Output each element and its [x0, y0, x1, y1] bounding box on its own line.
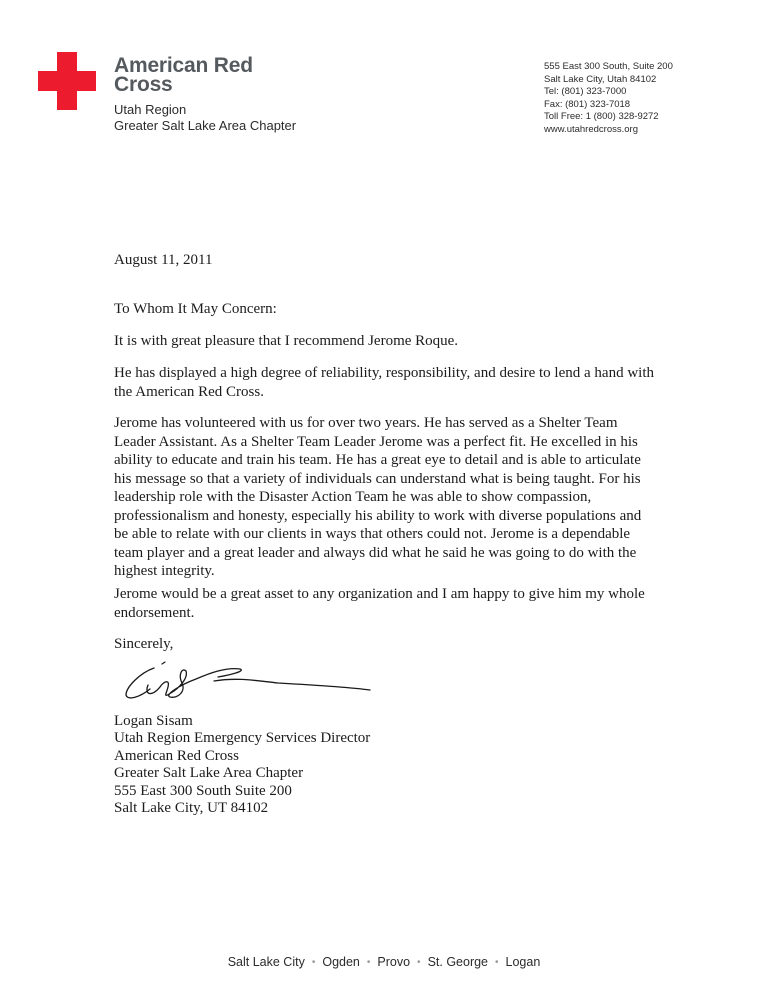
signatory-title: Utah Region Emergency Services Director	[114, 730, 371, 747]
signatory-organization: American Red Cross	[114, 747, 239, 764]
handwritten-signature	[118, 657, 378, 707]
chapter-name: Greater Salt Lake Area Chapter	[114, 118, 297, 133]
signatory-address-line1: 555 East 300 South Suite 200	[114, 782, 292, 799]
footer-locations	[0, 955, 768, 969]
contact-city: Salt Lake City, Utah 84102	[544, 73, 657, 85]
signatory-chapter: Greater Salt Lake Area Chapter	[114, 765, 304, 782]
letter-closing: Sincerely,	[114, 636, 174, 652]
letter-greeting: To Whom It May Concern:	[114, 301, 277, 317]
footer-location: Ogden	[322, 955, 360, 969]
contact-toll-free: Toll Free: 1 (800) 328-9272	[544, 111, 659, 123]
paragraph-experience: Jerome has volunteered with us for over two years. He has served as a Shelter Team Leader Assistant. As a Shelter Team Leader Jerome was a perfect fit. He excelled in his ability to educate and train his team. He has a great eye to detail and is able to articulate his message so that a variety of individuals can understand what is being taught. For his leadership role with the Disaster Action Team he was able to show compassion, professionalism and honesty, especially his ability to work with diverse populations and be able to relate with our clients in ways that others could not. Jerome is a dependable team player and a great leader and always did what he said he was going to do with the highest integrity.	[114, 415, 642, 579]
footer-separator: •	[311, 957, 316, 968]
contact-street: 555 East 300 South, Suite 200	[544, 61, 673, 72]
footer-location: Provo	[377, 955, 411, 969]
footer-location: St. George	[427, 955, 489, 969]
organization-name: American Red Cross	[114, 54, 253, 96]
signatory-name: Logan Sisam	[114, 713, 193, 729]
contact-block	[544, 61, 673, 137]
contact-fax: Fax: (801) 323-7018	[544, 98, 631, 110]
contact-website: www.utahredcross.org	[544, 123, 638, 135]
signatory-address-line2: Salt Lake City, UT 84102	[114, 800, 269, 817]
footer-location: Logan	[505, 955, 541, 969]
footer-separator: •	[495, 957, 499, 968]
footer-location: Salt Lake City	[227, 955, 305, 969]
contact-tel: Tel: (801) 323-7000	[544, 86, 627, 98]
region-name: Utah Region	[114, 102, 187, 117]
footer-separator: •	[366, 957, 371, 968]
paragraph-reliability: He has displayed a high degree of reliability, responsibility, and desire to lend a hand with the American Red Cross.	[114, 365, 654, 400]
paragraph-endorsement: Jerome would be a great asset to any organization and I am happy to give him my whole endorsement.	[114, 586, 645, 621]
red-cross-logo-icon	[38, 52, 96, 110]
paragraph-recommendation: It is with great pleasure that I recommend Jerome Roque.	[114, 333, 459, 349]
letter-date: August 11, 2011	[114, 252, 213, 268]
organization-header	[114, 56, 296, 134]
footer-separator: •	[417, 957, 421, 968]
signatory-block	[114, 713, 370, 817]
